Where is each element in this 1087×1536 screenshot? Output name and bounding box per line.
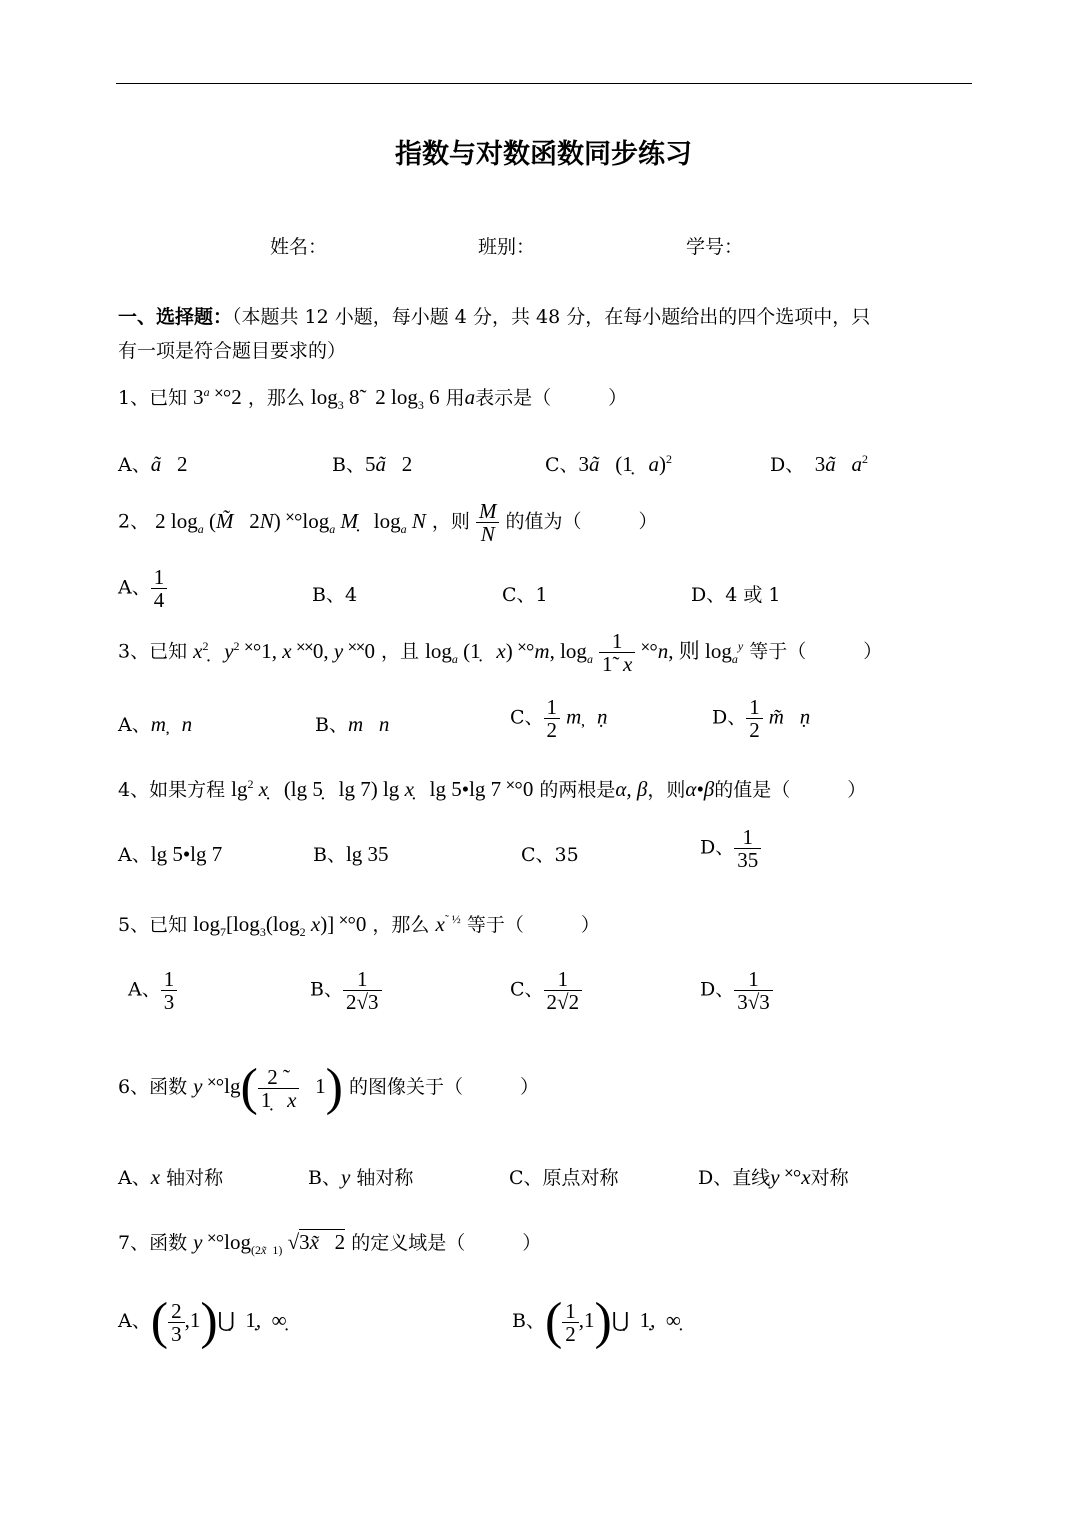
question-2: 2、 2 $\log_a$ (M̃ 2N) $˟^\circ\log_a$ Ṃ $\log_a N$ ，则 $\frac{M}{N}$ 的值为（ ） [118, 499, 658, 546]
q4-option-c[interactable]: C、35 [521, 844, 579, 866]
question-1: 1、已知 3$^a$ ˟°2 ，那么 $\log_3$ 8̃ 2 $\log_3 6$ 用a表示是（ ） [118, 385, 628, 413]
q1-option-c[interactable]: C、3ã (1̣ a)$^2$ [545, 452, 673, 476]
q6-option-d[interactable]: D、直线y ˟°x对称 [698, 1165, 849, 1189]
section-desc-line1: （本题共 12 小题，每小题 4 分，共 48 分，在每小题给出的四个选项中，只 [232, 306, 871, 328]
q2-fraction: $\frac{M}{N}$ [476, 500, 500, 545]
q7-formula: y $˟^\circ\log_{(2x̃ 1)}$ √3x̃ 2 [193, 1230, 346, 1258]
q3-formula: $\log_a$ (1̣ x) ˟°m, $\log_a$ [425, 638, 593, 666]
q5-option-b[interactable]: B、 $\frac{1}{2√3}$ [310, 968, 382, 1013]
q4-option-a[interactable]: A、lg 5•lg 7 [118, 842, 223, 866]
q6-formula: y ˟°lg [193, 1074, 241, 1098]
q4-option-d[interactable]: D、 $\frac{1}{35}$ [700, 826, 761, 871]
q2-option-a[interactable]: A、 $\frac{1}{4}$ [118, 566, 167, 611]
name-field-label: 姓名： [270, 236, 328, 258]
q5-formula: $\log_7[\log_3(\log_2$ x)] ˟°0 [193, 912, 367, 940]
q3-option-c[interactable]: C、 $\frac{1}{2}$ m̦ ṇ [510, 695, 608, 742]
question-7: 7、函数 y $˟^\circ\log_{(2x̃ 1)}$ √3x̃ 2 的定义域是（ ） [118, 1230, 542, 1258]
page-title: 指数与对数函数同步练习 [395, 139, 692, 170]
top-rule [116, 83, 972, 84]
q6-option-a[interactable]: A、x 轴对称 [118, 1165, 224, 1189]
q4-option-b[interactable]: B、lg 35 [313, 842, 389, 866]
q5-power: $x^{˜ \frac{1}{2}}$ [435, 912, 461, 936]
q7-option-a[interactable]: A、( $\frac{2}{3}$ ,1)⋃̣ 1̣, ∞̣ [118, 1293, 287, 1350]
q3-option-b[interactable]: B、m n [315, 712, 390, 736]
q1-option-a[interactable]: A、ã 2 [118, 452, 188, 476]
q1-option-d[interactable]: D、 3ã $a^2$ [770, 452, 868, 476]
question-4: 4、如果方程 $\lg^2$ x̣ (lg 5̣ lg 7) lg x̣ lg 5•lg 7 ˟°0 的两根是α, β，则α•β的值是（ ） [118, 777, 867, 801]
q2-formula: 2 $\log_a$ (M̃ 2N) $˟^\circ\log_a$ Ṃ $\log_a N$ [155, 508, 426, 536]
section-desc-line2: 有一项是符合题目要求的） [118, 340, 347, 362]
q3-option-a[interactable]: A、m̦ n [118, 712, 193, 736]
id-field-label: 学号： [686, 236, 744, 258]
q1-option-b[interactable]: B、5ã 2 [332, 452, 413, 476]
q5-option-d[interactable]: D、 $\frac{1}{3√3}$ [700, 968, 773, 1013]
q7-option-b[interactable]: B、( $\frac{1}{2}$ ,1)⋃̣ 1̣, ∞̣ [512, 1293, 681, 1350]
q5-option-c[interactable]: C、 $\frac{1}{2√2}$ [510, 968, 582, 1013]
q3-condition: $x^2̣$ $y^2$ ˟°1, x ˟˟0, y ˟˟0 [193, 638, 375, 663]
class-field-label: 班别： [478, 236, 536, 258]
question-6: 6、函数 y ˟°lg( $\frac{2 ˜}{1̣ x}$ 1) 的图像关于（ ） [118, 1059, 540, 1116]
q1-expression: $\log_3$ 8̃ 2 $\log_3 6$ [310, 385, 440, 413]
section-heading: 一、选择题： [118, 306, 233, 328]
q4-equation: $\lg^2$ x̣ (lg 5̣ lg 7) lg x̣ lg 5•lg 7 ˟°0 [231, 777, 534, 801]
q5-option-a[interactable]: A、 $\frac{1}{3}$ [128, 968, 177, 1013]
question-3: 3、已知 $x^2̣$ $y^2$ ˟°1, x ˟˟0, y ˟˟0 ，且 $\log_a$ (1̣ x) ˟°m, $\log_a$ $\frac{1}{1̃ x}$ ˟°n, 则 $\log_a^y$ 等于（ ） [118, 629, 883, 676]
q6-option-c[interactable]: C、原点对称 [509, 1167, 619, 1189]
q2-option-c[interactable]: C、1 [502, 584, 548, 606]
q3-option-d[interactable]: D、 $\frac{1}{2}$ m̃ ṇ [712, 695, 811, 742]
q6-option-b[interactable]: B、y 轴对称 [308, 1165, 414, 1189]
q2-option-d[interactable]: D、4 或 1 [691, 584, 781, 606]
q1-formula: 3$^a$ ˟°2 [193, 385, 242, 409]
section-header [118, 300, 870, 368]
q2-option-b[interactable]: B、4 [312, 584, 358, 606]
question-5: 5、已知 $\log_7[\log_3(\log_2$ x)] ˟°0 ，那么 $x^{˜ \frac{1}{2}}$ 等于（ ） [118, 912, 600, 940]
